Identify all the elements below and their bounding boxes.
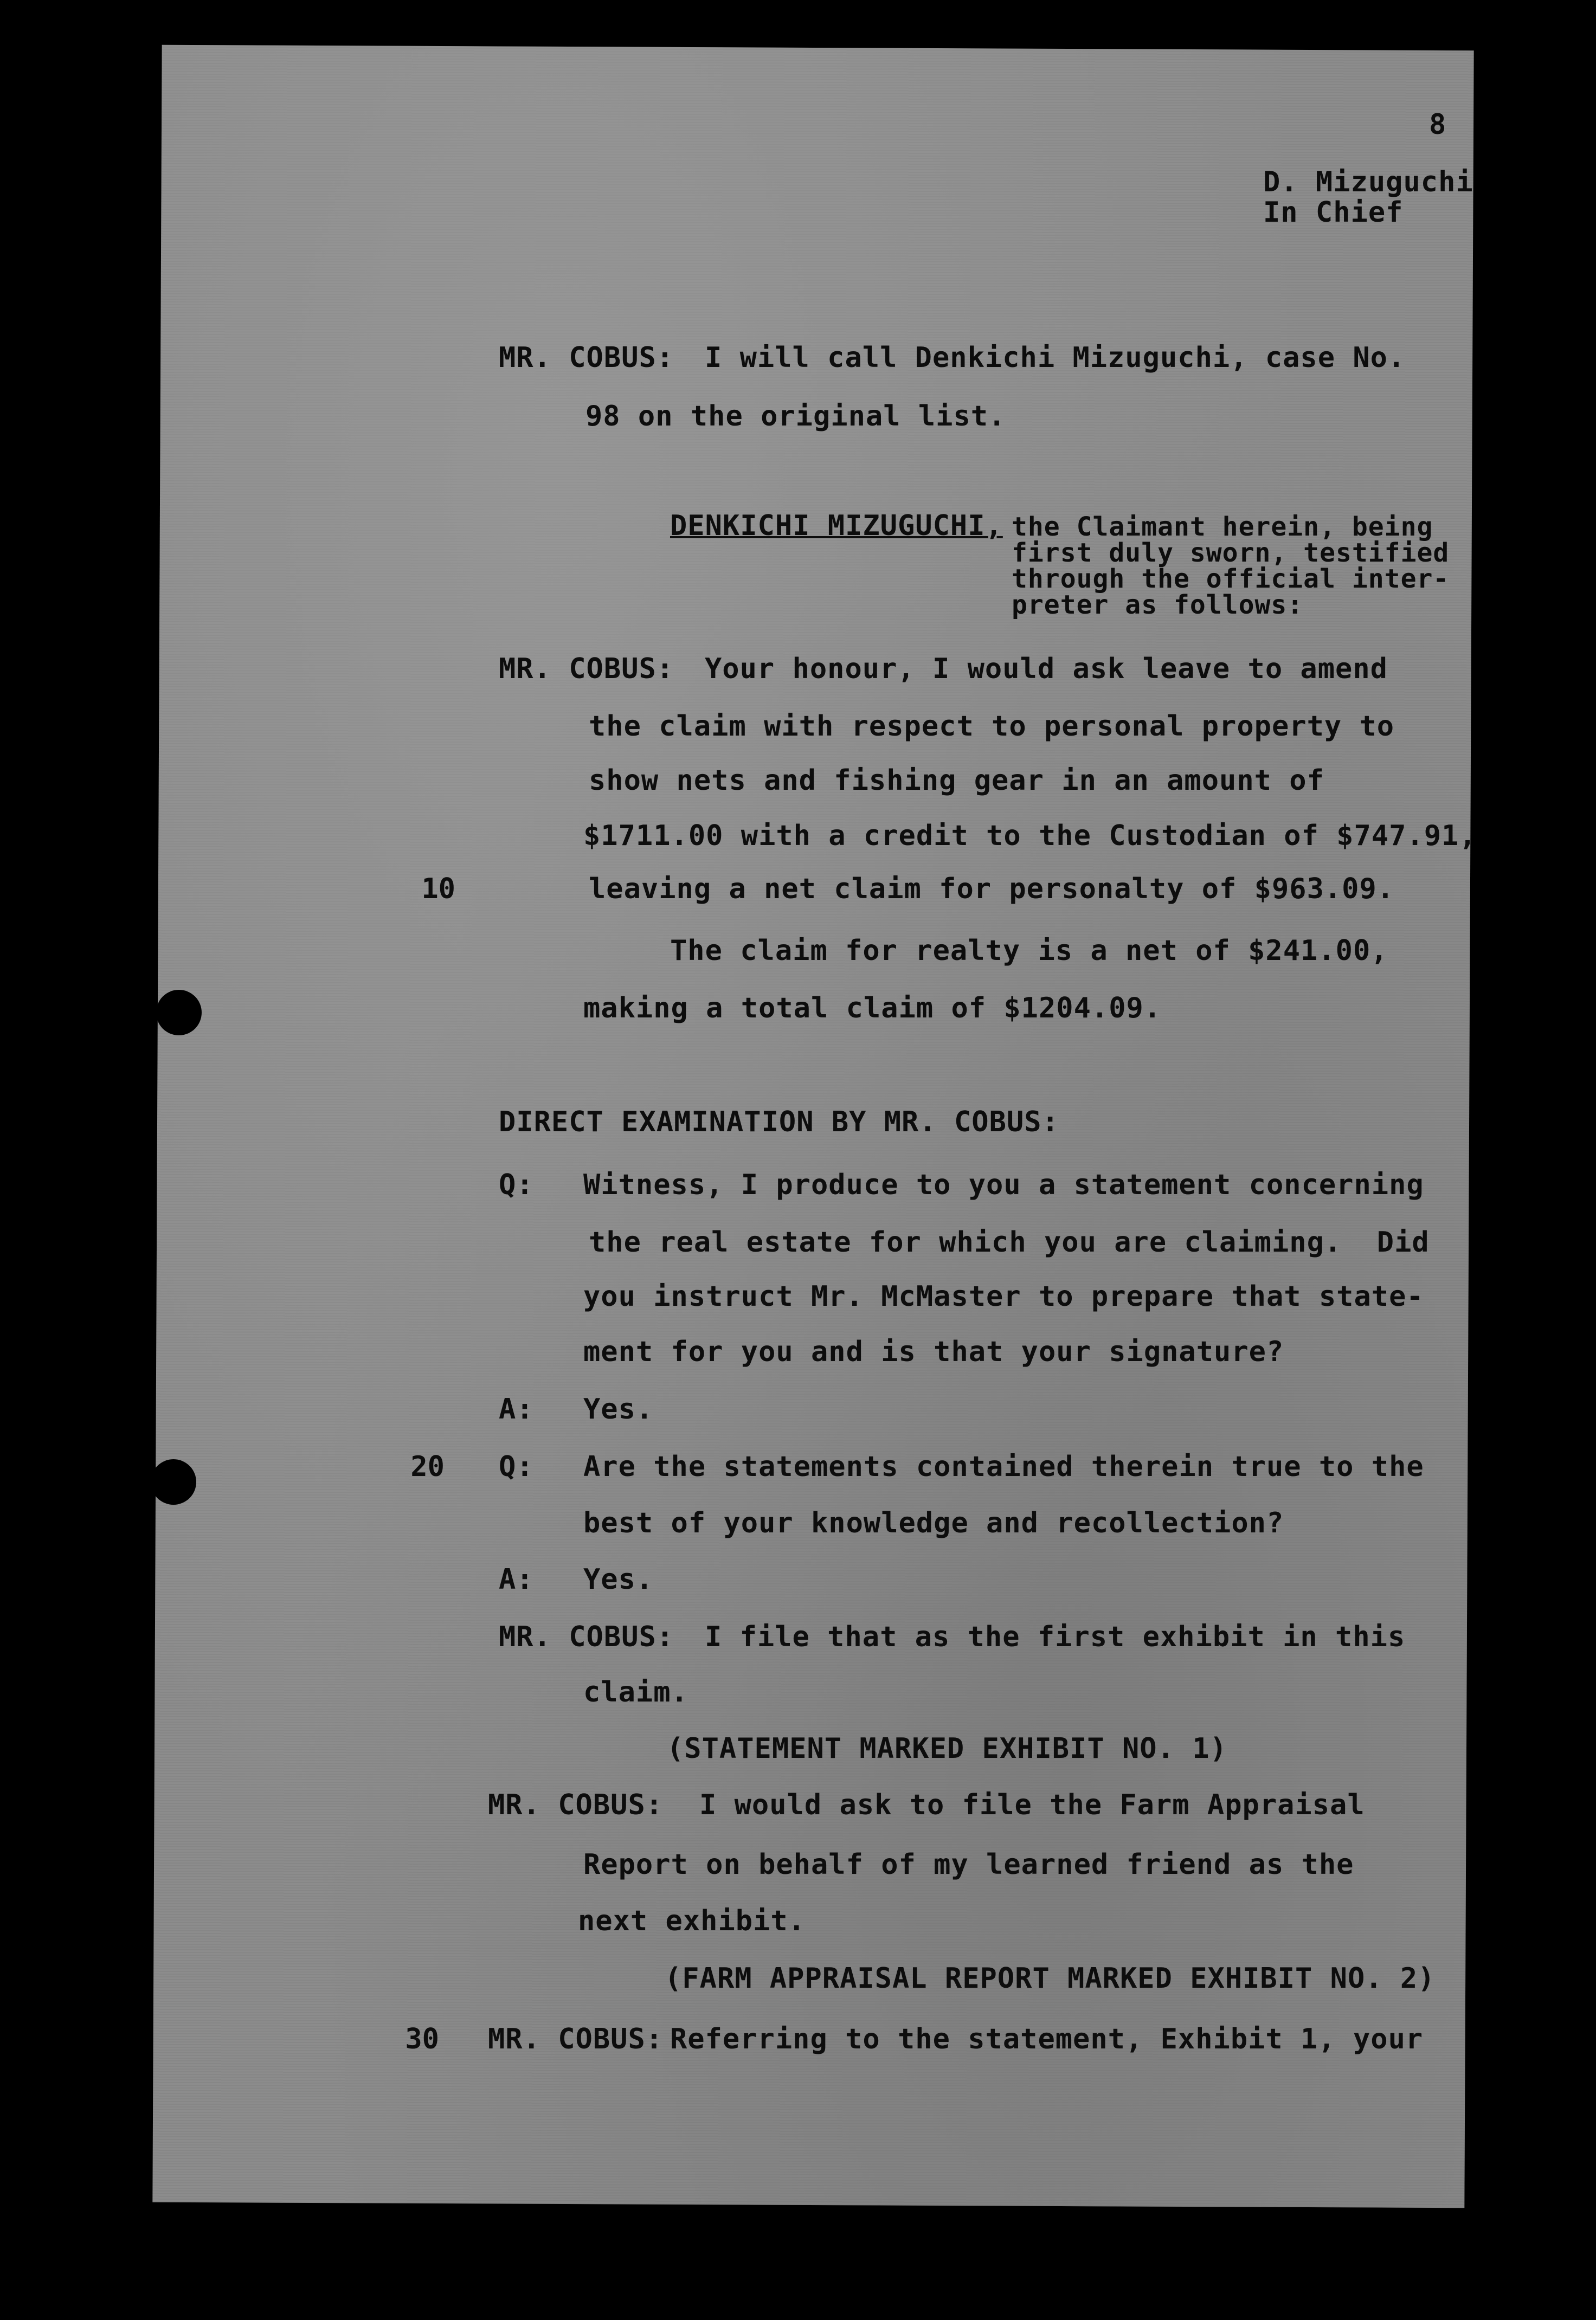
exhibit-marker: (FARM APPRAISAL REPORT MARKED EXHIBIT NO. 2) xyxy=(665,1962,1436,1995)
text-line: I file that as the first exhibit in this xyxy=(705,1621,1406,1653)
text-line: claim. xyxy=(583,1676,688,1709)
text-line: show nets and fishing gear in an amount of xyxy=(589,764,1324,797)
text-line: the real estate for which you are claiming. Did xyxy=(589,1226,1430,1259)
text-line: leaving a net claim for personalty of $963.09. xyxy=(589,873,1395,905)
speaker-label: MR. COBUS: xyxy=(499,653,674,685)
question-label: Q: xyxy=(499,1169,534,1201)
answer-label: A: xyxy=(499,1563,534,1596)
running-head-name: D. Mizuguchi xyxy=(1263,166,1473,198)
line-number: 30 xyxy=(405,2023,439,2055)
text-line: Witness, I produce to you a statement concerning xyxy=(583,1169,1424,1201)
text-line: ment for you and is that your signature? xyxy=(583,1336,1284,1368)
speaker-label: MR. COBUS: xyxy=(488,2023,664,2055)
text-line: Report on behalf of my learned friend as the xyxy=(583,1848,1354,1881)
text-line: you instruct Mr. McMaster to prepare that state- xyxy=(583,1280,1424,1313)
text-line: Yes. xyxy=(583,1393,654,1426)
text-line: The claim for realty is a net of $241.00, xyxy=(670,935,1388,967)
speaker-label: MR. COBUS: xyxy=(499,341,674,374)
punch-hole xyxy=(151,1459,196,1505)
oath-line: first duly sworn, testified xyxy=(1012,538,1450,568)
line-number: 20 xyxy=(410,1451,445,1483)
exhibit-marker: (STATEMENT MARKED EXHIBIT NO. 1) xyxy=(667,1732,1227,1765)
speaker-label: MR. COBUS: xyxy=(499,1621,674,1653)
text-line: 98 on the original list. xyxy=(585,400,1006,433)
text-line: next exhibit. xyxy=(578,1905,806,1937)
text-line: $1711.00 with a credit to the Custodian of $747.91, xyxy=(583,820,1477,852)
oath-line: preter as follows: xyxy=(1012,590,1304,620)
text-line: the claim with respect to personal property to xyxy=(589,710,1395,743)
running-head-subtitle: In Chief xyxy=(1263,196,1404,229)
page-number: 8 xyxy=(1429,108,1447,141)
text-line: Yes. xyxy=(583,1563,654,1596)
text-line: Your honour, I would ask leave to amend xyxy=(705,653,1388,685)
text-line: best of your knowledge and recollection? xyxy=(583,1507,1284,1539)
section-heading: DIRECT EXAMINATION BY MR. COBUS: xyxy=(499,1106,1059,1138)
text-line: I would ask to file the Farm Appraisal xyxy=(699,1789,1365,1821)
text-line: Are the statements contained therein true to the xyxy=(583,1451,1424,1483)
speaker-label: MR. COBUS: xyxy=(488,1789,664,1821)
witness-name: DENKICHI MIZUGUCHI, xyxy=(670,510,1003,542)
text-line: making a total claim of $1204.09. xyxy=(583,992,1162,1024)
oath-line: through the official inter- xyxy=(1012,564,1450,594)
answer-label: A: xyxy=(499,1393,534,1426)
line-number: 10 xyxy=(421,873,455,905)
text-line: I will call Denkichi Mizuguchi, case No. xyxy=(705,341,1406,374)
text-line: Referring to the statement, Exhibit 1, your xyxy=(670,2023,1424,2055)
question-label: Q: xyxy=(499,1451,534,1483)
punch-hole xyxy=(156,990,202,1035)
oath-line: the Claimant herein, being xyxy=(1012,512,1433,542)
